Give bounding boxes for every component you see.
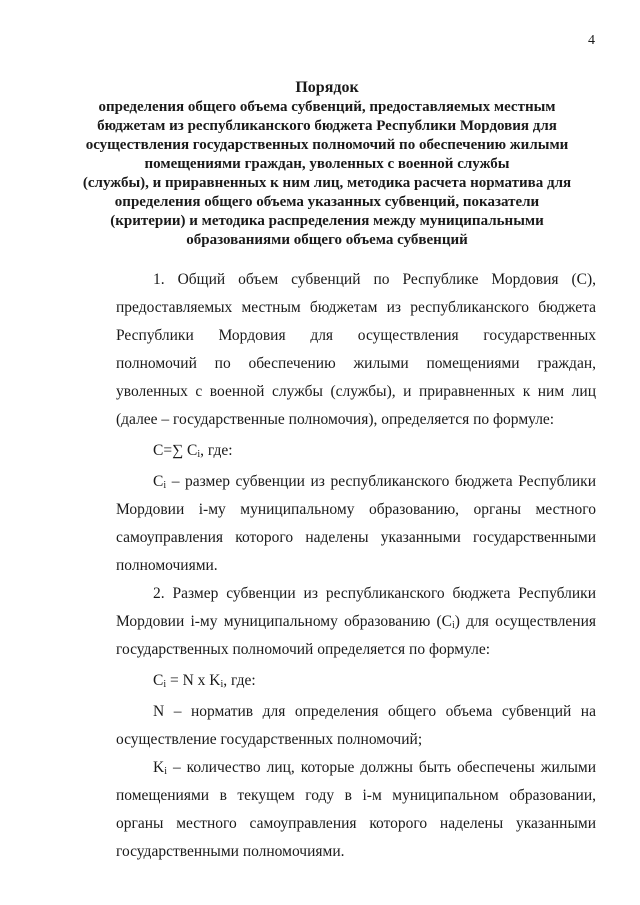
definition-n: N – норматив для определения общего объема субвенций на осуществление государственных полномочий;	[116, 703, 596, 748]
title-line: бюджетам из республиканского бюджета Республики Мордовия для	[97, 118, 557, 134]
title-line: определения общего объема субвенций, предоставляемых местным	[98, 99, 556, 115]
document-title	[82, 78, 572, 250]
definition-ci: $С_i$ – размер субвенции из республиканского бюджета Республики Мордовии i-му муниципальному образованию, органы местного самоуправления которого наделены указанными государственными полномочиями.	[116, 473, 596, 574]
page-number: 4	[588, 33, 595, 48]
title-line: (критерии) и методика распределения между муниципальными	[110, 213, 544, 229]
title-line: (службы), и приравненных к ним лиц, методика расчета норматива для	[82, 175, 572, 191]
title-line: образованиями общего объема субвенций	[186, 232, 468, 248]
document-body	[116, 266, 596, 866]
paragraph-1: 1. Общий объем субвенций по Республике Мордовия (С), предоставляемых местным бюджетам из республиканского бюджета Республики Мордовия для осуществления государственных полномочий по обеспечению жилыми помещениями граждан, уволенных с военной службы (службы), и приравненных к ним лиц (далее – государственные полномочия), определяется по формуле:	[116, 271, 596, 428]
formula-ci: $С_i = N$ х $K_i$, где:	[153, 672, 256, 690]
title-line: осуществления государственных полномочий по обеспечению жилыми	[85, 137, 569, 153]
definition-ki: $K_i$ – количество лиц, которые должны быть обеспечены жилыми помещениями в текущем году в i-м муниципальном образовании, органы местного самоуправления которого наделены указанными государственными полномочиями.	[116, 759, 596, 860]
paragraph-2: 2. Размер субвенции из республиканского бюджета Республики Мордовии i-му муниципальному образованию $(С_i)$ для осуществления государственных полномочий определяется по формуле:	[116, 585, 596, 658]
title-line: помещениями граждан, уволенных с военной службы	[144, 156, 510, 172]
title-line: определения общего объема указанных субвенций, показатели	[114, 194, 540, 210]
formula-total: С=∑ $С_i$, где:	[153, 442, 233, 460]
title-line: Порядок	[295, 79, 359, 96]
